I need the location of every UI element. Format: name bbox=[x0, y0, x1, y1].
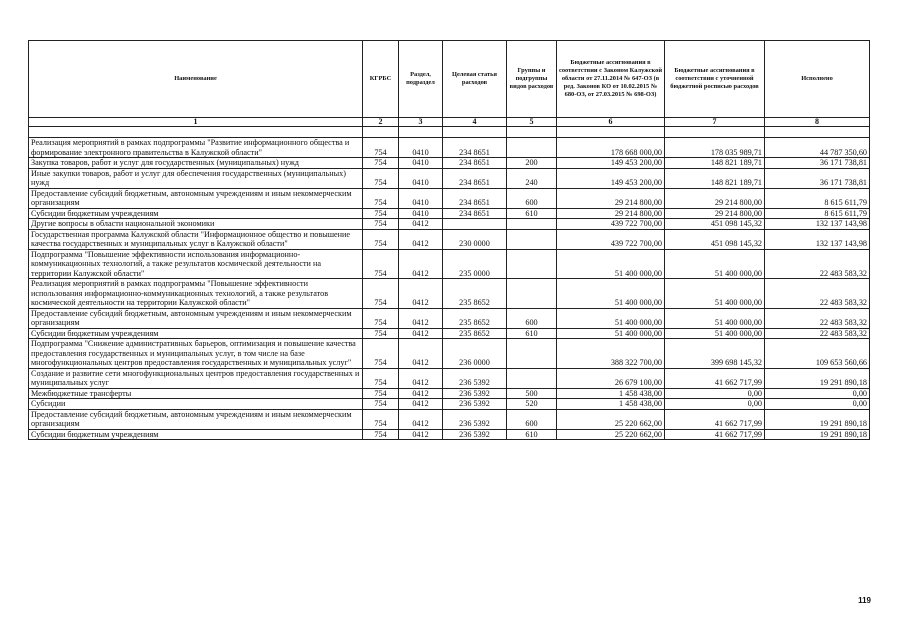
cell-expense-group bbox=[507, 219, 557, 230]
cell-execution: 22 483 583,32 bbox=[765, 249, 870, 279]
table-row bbox=[29, 279, 870, 309]
cell-expense-group: 240 bbox=[507, 168, 557, 188]
table-row bbox=[29, 158, 870, 169]
cell-section: 0410 bbox=[399, 188, 443, 208]
cell-law-allocation: 388 322 700,00 bbox=[557, 339, 665, 369]
cell-kgrbs: 754 bbox=[363, 399, 399, 410]
cell-law-allocation: 51 400 000,00 bbox=[557, 249, 665, 279]
header-name: Наименование bbox=[29, 41, 363, 118]
cell-refined-allocation: 451 098 145,32 bbox=[665, 229, 765, 249]
cell-refined-allocation: 51 400 000,00 bbox=[665, 279, 765, 309]
cell-expense-group: 610 bbox=[507, 328, 557, 339]
cell-law-allocation: 25 220 662,00 bbox=[557, 429, 665, 440]
cell-expense-group: 520 bbox=[507, 399, 557, 410]
cell-kgrbs: 754 bbox=[363, 249, 399, 279]
column-number: 3 bbox=[399, 118, 443, 127]
page-number: 119 bbox=[858, 596, 871, 605]
cell-section: 0410 bbox=[399, 208, 443, 219]
cell-expense-group bbox=[507, 229, 557, 249]
cell-name: Государственная программа Калужской области "Информационное общество и повышение качества государственных и муниципальных услуг в Калужской области" bbox=[29, 229, 363, 249]
cell-name: Субсидии бюджетным учреждениям bbox=[29, 208, 363, 219]
cell-target-article: 235 8652 bbox=[443, 308, 507, 328]
table-row bbox=[29, 229, 870, 249]
cell-name: Реализация мероприятий в рамках подпрограммы "Развитие информационного общества и формирование электронного правительства в Калужской области" bbox=[29, 138, 363, 158]
column-number: 7 bbox=[665, 118, 765, 127]
cell-name: Субсидии бюджетным учреждениям bbox=[29, 429, 363, 440]
cell-execution: 132 137 143,98 bbox=[765, 219, 870, 230]
cell-law-allocation: 29 214 800,00 bbox=[557, 188, 665, 208]
cell-name: Субсидии bbox=[29, 399, 363, 410]
cell-section: 0412 bbox=[399, 308, 443, 328]
header-execution: Исполнено bbox=[765, 41, 870, 118]
cell-expense-group bbox=[507, 249, 557, 279]
cell-target-article: 236 5392 bbox=[443, 388, 507, 399]
cell-expense-group bbox=[507, 339, 557, 369]
cell-law-allocation: 51 400 000,00 bbox=[557, 308, 665, 328]
cell-section: 0412 bbox=[399, 328, 443, 339]
cell-section: 0412 bbox=[399, 399, 443, 410]
header-refined-allocations: Бюджетные ассигнования в соответствии с уточненной бюджетной росписью расходов bbox=[665, 41, 765, 118]
cell-refined-allocation: 399 698 145,32 bbox=[665, 339, 765, 369]
cell-refined-allocation: 41 662 717,99 bbox=[665, 429, 765, 440]
cell-refined-allocation: 0,00 bbox=[665, 388, 765, 399]
cell-target-article: 236 5392 bbox=[443, 399, 507, 410]
cell-name: Предоставление субсидий бюджетным, автономным учреждениям и иным некоммерческим организациям bbox=[29, 308, 363, 328]
table-row bbox=[29, 168, 870, 188]
cell-kgrbs: 754 bbox=[363, 429, 399, 440]
cell-law-allocation: 178 668 000,00 bbox=[557, 138, 665, 158]
cell-refined-allocation: 29 214 800,00 bbox=[665, 188, 765, 208]
cell-execution: 132 137 143,98 bbox=[765, 229, 870, 249]
cell-law-allocation: 51 400 000,00 bbox=[557, 279, 665, 309]
cell-refined-allocation: 451 098 145,32 bbox=[665, 219, 765, 230]
cell-kgrbs: 754 bbox=[363, 229, 399, 249]
cell-expense-group: 200 bbox=[507, 158, 557, 169]
header-expense-groups: Группы и подгруппы видов расходов bbox=[507, 41, 557, 118]
column-number: 2 bbox=[363, 118, 399, 127]
table-row bbox=[29, 339, 870, 369]
cell-section: 0412 bbox=[399, 219, 443, 230]
cell-refined-allocation: 29 214 800,00 bbox=[665, 208, 765, 219]
cell-section: 0412 bbox=[399, 339, 443, 369]
cell-target-article: 236 5392 bbox=[443, 429, 507, 440]
cell-law-allocation: 439 722 700,00 bbox=[557, 219, 665, 230]
cell-section: 0412 bbox=[399, 429, 443, 440]
cell-law-allocation: 1 458 438,00 bbox=[557, 388, 665, 399]
cell-section: 0412 bbox=[399, 388, 443, 399]
cell-execution: 22 483 583,32 bbox=[765, 308, 870, 328]
cell-target-article: 235 8652 bbox=[443, 328, 507, 339]
table-row bbox=[29, 249, 870, 279]
cell-law-allocation: 29 214 800,00 bbox=[557, 208, 665, 219]
cell-name: Реализация мероприятий в рамках подпрограммы "Повышение эффективности использования информационно-коммуникационных технологий, а также результатов космической деятельности на территории Калужской области" bbox=[29, 279, 363, 309]
cell-expense-group bbox=[507, 138, 557, 158]
cell-kgrbs: 754 bbox=[363, 339, 399, 369]
cell-expense-group: 600 bbox=[507, 188, 557, 208]
column-number: 4 bbox=[443, 118, 507, 127]
cell-target-article: 230 0000 bbox=[443, 229, 507, 249]
cell-target-article: 234 8651 bbox=[443, 208, 507, 219]
table-row bbox=[29, 368, 870, 388]
cell-target-article bbox=[443, 219, 507, 230]
cell-target-article: 234 8651 bbox=[443, 138, 507, 158]
cell-execution: 19 291 890,18 bbox=[765, 429, 870, 440]
cell-section: 0410 bbox=[399, 158, 443, 169]
cell-law-allocation: 51 400 000,00 bbox=[557, 328, 665, 339]
cell-kgrbs: 754 bbox=[363, 328, 399, 339]
cell-law-allocation: 149 453 200,00 bbox=[557, 158, 665, 169]
cell-name: Подпрограмма "Снижение административных барьеров, оптимизация и повышение качества предоставления государственных и муниципальных услуг, в том числе на базе многофункциональных центров предоставления государственных и муниципальных услуг" bbox=[29, 339, 363, 369]
column-number: 8 bbox=[765, 118, 870, 127]
table-row bbox=[29, 219, 870, 230]
cell-target-article: 236 5392 bbox=[443, 368, 507, 388]
cell-kgrbs: 754 bbox=[363, 208, 399, 219]
table-row bbox=[29, 188, 870, 208]
cell-refined-allocation: 51 400 000,00 bbox=[665, 249, 765, 279]
cell-execution: 19 291 890,18 bbox=[765, 368, 870, 388]
cell-execution: 36 171 738,81 bbox=[765, 158, 870, 169]
cell-law-allocation: 25 220 662,00 bbox=[557, 409, 665, 429]
cell-expense-group bbox=[507, 279, 557, 309]
cell-target-article: 234 8651 bbox=[443, 168, 507, 188]
column-number: 6 bbox=[557, 118, 665, 127]
cell-execution: 109 653 560,66 bbox=[765, 339, 870, 369]
cell-kgrbs: 754 bbox=[363, 158, 399, 169]
cell-kgrbs: 754 bbox=[363, 308, 399, 328]
header-law-allocations: Бюджетные ассигнования в соответствии с Законом Калужской области от 27.11.2014 № 647-ОЗ (в ред. Законов КО от 10.02.2015 № 680-ОЗ, от 27.03.2015 № 698-ОЗ) bbox=[557, 41, 665, 118]
table-body bbox=[29, 127, 870, 440]
header-target-article: Целевая статья расходов bbox=[443, 41, 507, 118]
cell-name: Закупка товаров, работ и услуг для государственных (муниципальных) нужд bbox=[29, 158, 363, 169]
header-section: Раздел, подраздел bbox=[399, 41, 443, 118]
cell-name: Предоставление субсидий бюджетным, автономным учреждениям и иным некоммерческим организациям bbox=[29, 409, 363, 429]
cell-target-article: 236 0000 bbox=[443, 339, 507, 369]
cell-expense-group: 600 bbox=[507, 308, 557, 328]
cell-name: Иные закупки товаров, работ и услуг для обеспечения государственных (муниципальных) нужд bbox=[29, 168, 363, 188]
cell-expense-group bbox=[507, 368, 557, 388]
cell-refined-allocation: 178 035 989,71 bbox=[665, 138, 765, 158]
table-row bbox=[29, 429, 870, 440]
cell-refined-allocation: 0,00 bbox=[665, 399, 765, 410]
cell-section: 0412 bbox=[399, 229, 443, 249]
cell-name: Межбюджетные трансферты bbox=[29, 388, 363, 399]
cell-refined-allocation: 41 662 717,99 bbox=[665, 368, 765, 388]
cell-kgrbs: 754 bbox=[363, 138, 399, 158]
cell-section: 0412 bbox=[399, 409, 443, 429]
cell-execution: 0,00 bbox=[765, 388, 870, 399]
column-number: 5 bbox=[507, 118, 557, 127]
cell-refined-allocation: 148 821 189,71 bbox=[665, 168, 765, 188]
cell-name: Другие вопросы в области национальной экономики bbox=[29, 219, 363, 230]
cell-kgrbs: 754 bbox=[363, 279, 399, 309]
cell-target-article: 234 8651 bbox=[443, 188, 507, 208]
cell-execution: 8 615 611,79 bbox=[765, 208, 870, 219]
table-row bbox=[29, 138, 870, 158]
cell-law-allocation: 1 458 438,00 bbox=[557, 399, 665, 410]
cell-kgrbs: 754 bbox=[363, 388, 399, 399]
column-number: 1 bbox=[29, 118, 363, 127]
cell-execution: 22 483 583,32 bbox=[765, 279, 870, 309]
cell-kgrbs: 754 bbox=[363, 368, 399, 388]
cell-execution: 22 483 583,32 bbox=[765, 328, 870, 339]
cell-section: 0410 bbox=[399, 168, 443, 188]
table-row bbox=[29, 208, 870, 219]
table-row bbox=[29, 308, 870, 328]
cell-execution: 0,00 bbox=[765, 399, 870, 410]
cell-expense-group: 600 bbox=[507, 409, 557, 429]
cell-expense-group: 500 bbox=[507, 388, 557, 399]
cell-name: Субсидии бюджетным учреждениям bbox=[29, 328, 363, 339]
budget-execution-table bbox=[28, 40, 870, 440]
table-row bbox=[29, 409, 870, 429]
table-row bbox=[29, 399, 870, 410]
cell-law-allocation: 26 679 100,00 bbox=[557, 368, 665, 388]
cell-kgrbs: 754 bbox=[363, 168, 399, 188]
cell-target-article: 235 8652 bbox=[443, 279, 507, 309]
cell-target-article: 234 8651 bbox=[443, 158, 507, 169]
cell-name: Предоставление субсидий бюджетным, автономным учреждениям и иным некоммерческим организациям bbox=[29, 188, 363, 208]
cell-refined-allocation: 51 400 000,00 bbox=[665, 328, 765, 339]
cell-section: 0410 bbox=[399, 138, 443, 158]
cell-kgrbs: 754 bbox=[363, 219, 399, 230]
cell-execution: 36 171 738,81 bbox=[765, 168, 870, 188]
cell-execution: 44 787 350,60 bbox=[765, 138, 870, 158]
cell-law-allocation: 439 722 700,00 bbox=[557, 229, 665, 249]
cell-refined-allocation: 51 400 000,00 bbox=[665, 308, 765, 328]
cell-target-article: 235 0000 bbox=[443, 249, 507, 279]
column-number-row bbox=[29, 118, 870, 127]
cell-expense-group: 610 bbox=[507, 429, 557, 440]
cell-section: 0412 bbox=[399, 279, 443, 309]
cell-execution: 19 291 890,18 bbox=[765, 409, 870, 429]
cell-refined-allocation: 148 821 189,71 bbox=[665, 158, 765, 169]
cell-target-article: 236 5392 bbox=[443, 409, 507, 429]
cell-expense-group: 610 bbox=[507, 208, 557, 219]
spacer-row bbox=[29, 127, 870, 138]
cell-refined-allocation: 41 662 717,99 bbox=[665, 409, 765, 429]
header-kgrbs: КГРБС bbox=[363, 41, 399, 118]
cell-name: Подпрограмма "Повышение эффективности использования информационно-коммуникационных технологий, а также результатов космической деятельности на территории Калужской области" bbox=[29, 249, 363, 279]
cell-kgrbs: 754 bbox=[363, 409, 399, 429]
table-header-row bbox=[29, 41, 870, 118]
cell-execution: 8 615 611,79 bbox=[765, 188, 870, 208]
cell-section: 0412 bbox=[399, 368, 443, 388]
cell-name: Создание и развитие сети многофункциональных центров предоставления государственных и муниципальных услуг bbox=[29, 368, 363, 388]
table-row bbox=[29, 388, 870, 399]
budget-table-container bbox=[28, 40, 869, 440]
cell-law-allocation: 149 453 200,00 bbox=[557, 168, 665, 188]
table-row bbox=[29, 328, 870, 339]
cell-kgrbs: 754 bbox=[363, 188, 399, 208]
cell-section: 0412 bbox=[399, 249, 443, 279]
